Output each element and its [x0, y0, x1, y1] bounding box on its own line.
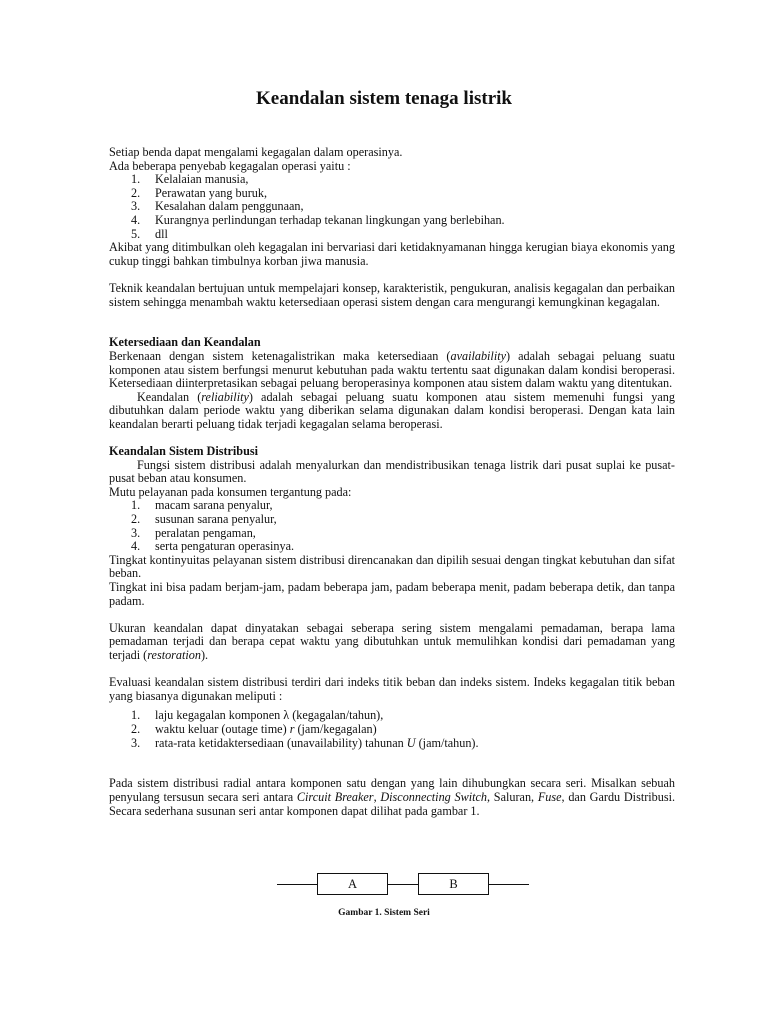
list-item: 3. peralatan pengaman, [131, 525, 256, 540]
component-box-b: B [418, 873, 489, 895]
list-item: 2. susunan sarana penyalur, [131, 512, 277, 527]
causes-list [109, 173, 675, 241]
continuity-paragraph: Tingkat kontinyuitas pelayanan sistem distribusi direncanakan dan dipilih sesuai dengan tingkat kebutuhan dan sifat beban. [109, 552, 675, 581]
outage-levels-paragraph: Tingkat ini bisa padam berjam-jam, padam beberapa jam, padam beberapa menit, padam beberapa detik, dan tanpa padam. [109, 580, 675, 608]
lambda-symbol: λ [283, 708, 290, 723]
component-box-a: A [317, 873, 388, 895]
wire-right [489, 884, 529, 885]
wire-left [277, 884, 317, 885]
figure-caption: Gambar 1. Sistem Seri [338, 908, 430, 918]
list-item: 2. waktu keluar (outage time) r (jam/kegagalan) [131, 721, 377, 736]
factors-list [109, 499, 675, 553]
r-symbol: r [289, 721, 295, 736]
reliability-paragraph: Keandalan (reliability) adalah sebagai peluang suatu komponen atau sistem memenuhi fungsi yang dibutuhkan dalam periode waktu yang diberikan selama digunakan dalam kondisi beroperasi. Dengan kata lain keandalan berarti peluang tidak terjadi kegagalan selama beroperasi. [109, 389, 675, 431]
list-item: 1. Kelalaian manusia, [131, 172, 249, 187]
reliability-measure-paragraph: Ukuran keandalan dapat dinyatakan sebagai seberapa sering sistem mengalami pemadaman, berapa lama pemadaman terjadi dan berapa cepat waktu yang dibutuhkan untuk memulihkan kondisi dari pemadaman yang terjadi (restoration). [109, 620, 675, 662]
purpose-paragraph: Teknik keandalan bertujuan untuk mempelajari konsep, karakteristik, pengukuran, analisis kegagalan dan perbaikan sistem sehingga menambah waktu ketersediaan operasi sistem dengan cara mengurangi kemungkinan kegagalan. [109, 280, 675, 309]
list-item: 1. macam sarana penyalur, [131, 498, 273, 513]
list-item: 4. Kurangnya perlindungan terhadap tekanan lingkungan yang berlebihan. [131, 212, 505, 227]
list-item: 3. Kesalahan dalam penggunaan, [131, 199, 304, 214]
document-title: Keandalan sistem tenaga listrik [256, 88, 512, 109]
consequence-paragraph: Akibat yang ditimbulkan oleh kegagalan ini bervariasi dari ketidaknyamanan hingga kerugian biaya ekonomis yang cukup tinggi bahkan timbulnya korban jiwa manusia. [109, 240, 675, 268]
evaluation-paragraph: Evaluasi keandalan sistem distribusi terdiri dari indeks titik beban dan indeks sistem. Indeks kegagalan titik beban yang biasanya digunakan meliputi : [109, 675, 675, 703]
u-symbol: U [406, 735, 416, 750]
series-system-diagram [277, 873, 529, 897]
section-heading-availability: Ketersediaan dan Keandalan [109, 335, 261, 350]
list-item: 2. Perawatan yang buruk, [131, 185, 268, 200]
list-item: 1. laju kegagalan komponen λ (kegagalan/tahun), [131, 708, 384, 723]
list-item: 3. rata-rata ketidaktersediaan (unavailability) tahunan U (jam/tahun). [131, 735, 479, 750]
availability-paragraph: Berkenaan dengan sistem ketenagalistrikan maka ketersediaan (availability) adalah sebagai peluang suatu komponen atau sistem berfungsi menurut kebutuhan pada waktu tertentu saat digunakan dalam kondisi beroperasi. Ketersediaan diinterpretasikan sebagai peluang beroperasinya komponen atau sistem dalam waktu yang ditentukan. [109, 348, 675, 391]
section-heading-distribution: Keandalan Sistem Distribusi [109, 444, 258, 459]
distribution-function-paragraph: Fungsi sistem distribusi adalah menyalurkan dan mendistribusikan tenaga listrik dari pusat suplai ke pusat-pusat beban atau konsumen. [109, 457, 675, 486]
intro-line-2: Ada beberapa penyebab kegagalan operasi yaitu : [109, 158, 351, 173]
document-body [109, 146, 675, 818]
radial-system-paragraph: Pada sistem distribusi radial antara komponen satu dengan yang lain dihubungkan secara seri. Misalkan sebuah penyulang tersusun secara seri antara Circuit Breaker, Disconnecting Switch, Saluran, Fuse, dan Gardu Distribusi. Secara sederhana susunan seri antar komponen dapat dilihat pada gambar 1. [109, 776, 676, 818]
list-item: 4. serta pengaturan operasinya. [131, 539, 295, 554]
list-item: 5. dll [131, 226, 168, 241]
indices-list [109, 709, 675, 750]
wire-middle [388, 884, 418, 885]
intro-line-1: Setiap benda dapat mengalami kegagalan dalam operasinya. [109, 145, 403, 159]
service-quality-paragraph: Mutu pelayanan pada konsumen tergantung pada: [109, 484, 352, 499]
